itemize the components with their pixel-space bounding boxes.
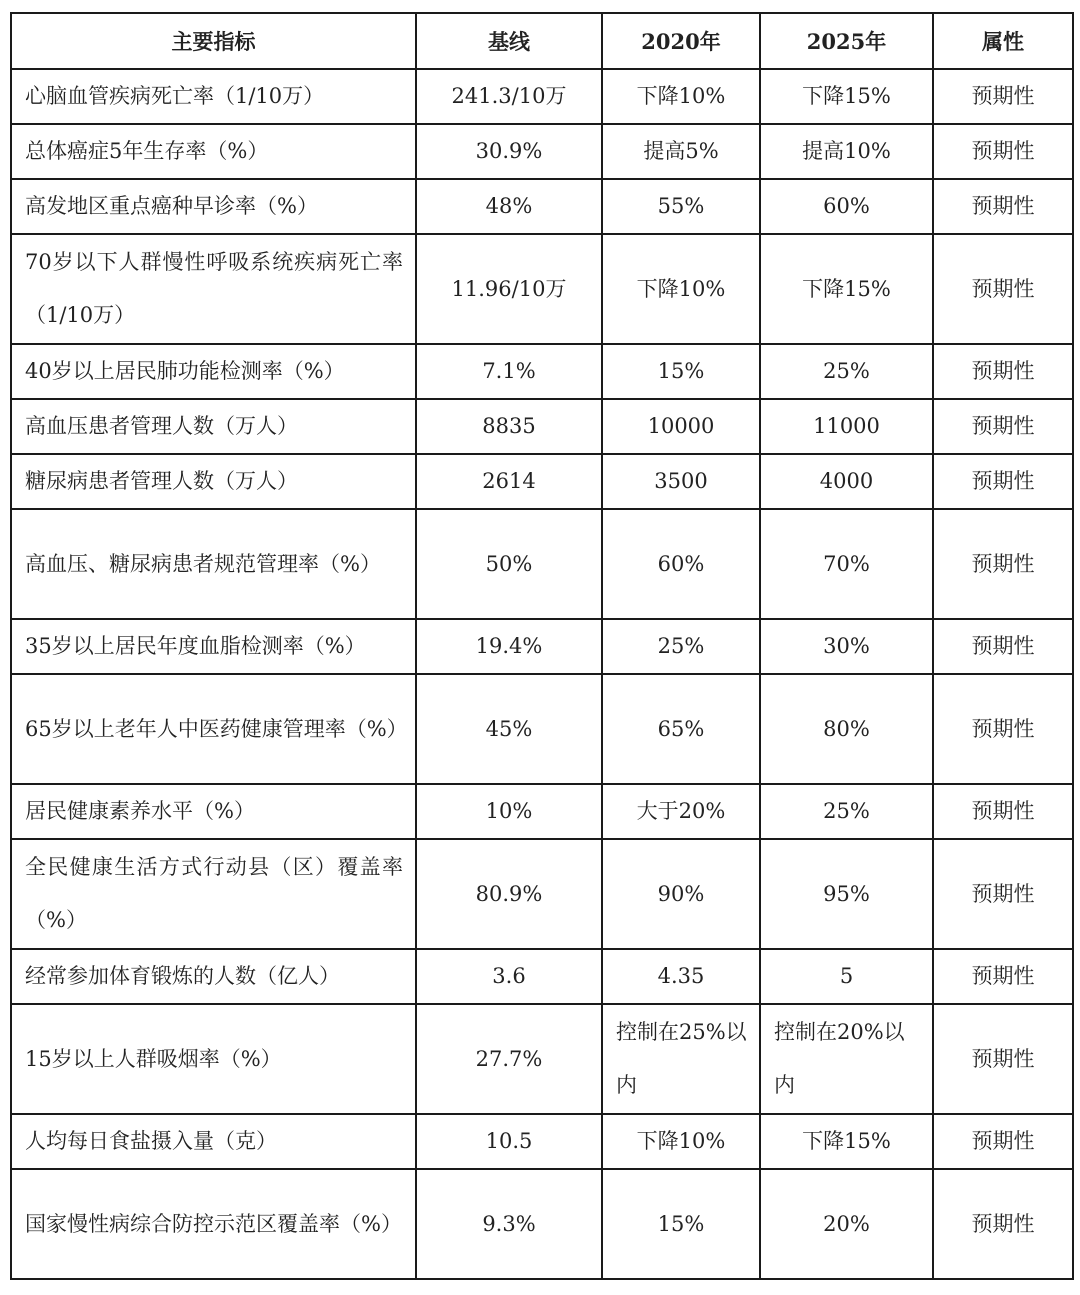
target-2020: 15% — [602, 344, 760, 399]
indicator-name: 糖尿病患者管理人数（万人） — [11, 454, 416, 509]
target-2025: 25% — [760, 344, 933, 399]
table-row — [11, 179, 1073, 234]
baseline-value: 45% — [416, 674, 602, 784]
table-row — [11, 619, 1073, 674]
target-2020: 10000 — [602, 399, 760, 454]
header-2025: 2025年 — [760, 13, 933, 69]
indicator-name: 65岁以上老年人中医药健康管理率（%） — [11, 674, 416, 784]
table-body — [11, 69, 1073, 1279]
indicator-name: 心脑血管疾病死亡率（1/10万） — [11, 69, 416, 124]
attribute: 预期性 — [933, 1004, 1073, 1114]
attribute: 预期性 — [933, 839, 1073, 949]
table-header — [11, 13, 1073, 69]
table-row — [11, 839, 1073, 949]
indicator-name: 15岁以上人群吸烟率（%） — [11, 1004, 416, 1114]
target-2020: 65% — [602, 674, 760, 784]
table-row — [11, 69, 1073, 124]
target-2025: 下降15% — [760, 234, 933, 344]
indicator-name: 总体癌症5年生存率（%） — [11, 124, 416, 179]
attribute: 预期性 — [933, 619, 1073, 674]
baseline-value: 48% — [416, 179, 602, 234]
target-2020: 15% — [602, 1169, 760, 1279]
baseline-value: 10.5 — [416, 1114, 602, 1169]
target-2025: 4000 — [760, 454, 933, 509]
target-2020: 控制在25%以内 — [602, 1004, 760, 1114]
indicator-name: 高血压患者管理人数（万人） — [11, 399, 416, 454]
table-row — [11, 454, 1073, 509]
baseline-value: 3.6 — [416, 949, 602, 1004]
baseline-value: 9.3% — [416, 1169, 602, 1279]
indicator-name: 人均每日食盐摄入量（克） — [11, 1114, 416, 1169]
target-2025: 95% — [760, 839, 933, 949]
target-2025: 下降15% — [760, 1114, 933, 1169]
table-row — [11, 674, 1073, 784]
baseline-value: 8835 — [416, 399, 602, 454]
table-row — [11, 124, 1073, 179]
target-2025: 60% — [760, 179, 933, 234]
attribute: 预期性 — [933, 454, 1073, 509]
baseline-value: 30.9% — [416, 124, 602, 179]
attribute: 预期性 — [933, 1169, 1073, 1279]
indicator-name: 高发地区重点癌种早诊率（%） — [11, 179, 416, 234]
baseline-value: 11.96/10万 — [416, 234, 602, 344]
indicators-table — [10, 12, 1074, 1280]
table-row — [11, 1114, 1073, 1169]
target-2020: 55% — [602, 179, 760, 234]
target-2025: 70% — [760, 509, 933, 619]
baseline-value: 27.7% — [416, 1004, 602, 1114]
table-row — [11, 399, 1073, 454]
target-2025: 提高10% — [760, 124, 933, 179]
baseline-value: 50% — [416, 509, 602, 619]
table-row — [11, 1169, 1073, 1279]
attribute: 预期性 — [933, 674, 1073, 784]
target-2020: 60% — [602, 509, 760, 619]
target-2020: 4.35 — [602, 949, 760, 1004]
attribute: 预期性 — [933, 949, 1073, 1004]
table-row — [11, 949, 1073, 1004]
target-2020: 下降10% — [602, 234, 760, 344]
target-2025: 25% — [760, 784, 933, 839]
attribute: 预期性 — [933, 179, 1073, 234]
table-row — [11, 1004, 1073, 1114]
attribute: 预期性 — [933, 509, 1073, 619]
target-2025: 20% — [760, 1169, 933, 1279]
attribute: 预期性 — [933, 234, 1073, 344]
target-2020: 下降10% — [602, 1114, 760, 1169]
table-row — [11, 509, 1073, 619]
baseline-value: 2614 — [416, 454, 602, 509]
target-2025: 5 — [760, 949, 933, 1004]
header-indicator: 主要指标 — [11, 13, 416, 69]
target-2020: 90% — [602, 839, 760, 949]
indicator-name: 35岁以上居民年度血脂检测率（%） — [11, 619, 416, 674]
indicator-name: 高血压、糖尿病患者规范管理率（%） — [11, 509, 416, 619]
target-2020: 提高5% — [602, 124, 760, 179]
attribute: 预期性 — [933, 69, 1073, 124]
baseline-value: 10% — [416, 784, 602, 839]
target-2025: 控制在20%以内 — [760, 1004, 933, 1114]
target-2020: 下降10% — [602, 69, 760, 124]
baseline-value: 80.9% — [416, 839, 602, 949]
attribute: 预期性 — [933, 399, 1073, 454]
header-attribute: 属性 — [933, 13, 1073, 69]
baseline-value: 19.4% — [416, 619, 602, 674]
target-2020: 大于20% — [602, 784, 760, 839]
attribute: 预期性 — [933, 344, 1073, 399]
attribute: 预期性 — [933, 784, 1073, 839]
indicator-name: 居民健康素养水平（%） — [11, 784, 416, 839]
target-2020: 25% — [602, 619, 760, 674]
target-2025: 下降15% — [760, 69, 933, 124]
target-2025: 80% — [760, 674, 933, 784]
header-row — [11, 13, 1073, 69]
header-baseline: 基线 — [416, 13, 602, 69]
table-row — [11, 234, 1073, 344]
target-2020: 3500 — [602, 454, 760, 509]
target-2025: 11000 — [760, 399, 933, 454]
target-2025: 30% — [760, 619, 933, 674]
baseline-value: 7.1% — [416, 344, 602, 399]
table-row — [11, 784, 1073, 839]
indicator-name: 国家慢性病综合防控示范区覆盖率（%） — [11, 1169, 416, 1279]
indicator-name: 经常参加体育锻炼的人数（亿人） — [11, 949, 416, 1004]
header-2020: 2020年 — [602, 13, 760, 69]
attribute: 预期性 — [933, 124, 1073, 179]
indicator-name: 全民健康生活方式行动县（区）覆盖率（%） — [11, 839, 416, 949]
table-row — [11, 344, 1073, 399]
indicator-name: 70岁以下人群慢性呼吸系统疾病死亡率（1/10万） — [11, 234, 416, 344]
baseline-value: 241.3/10万 — [416, 69, 602, 124]
indicator-name: 40岁以上居民肺功能检测率（%） — [11, 344, 416, 399]
attribute: 预期性 — [933, 1114, 1073, 1169]
